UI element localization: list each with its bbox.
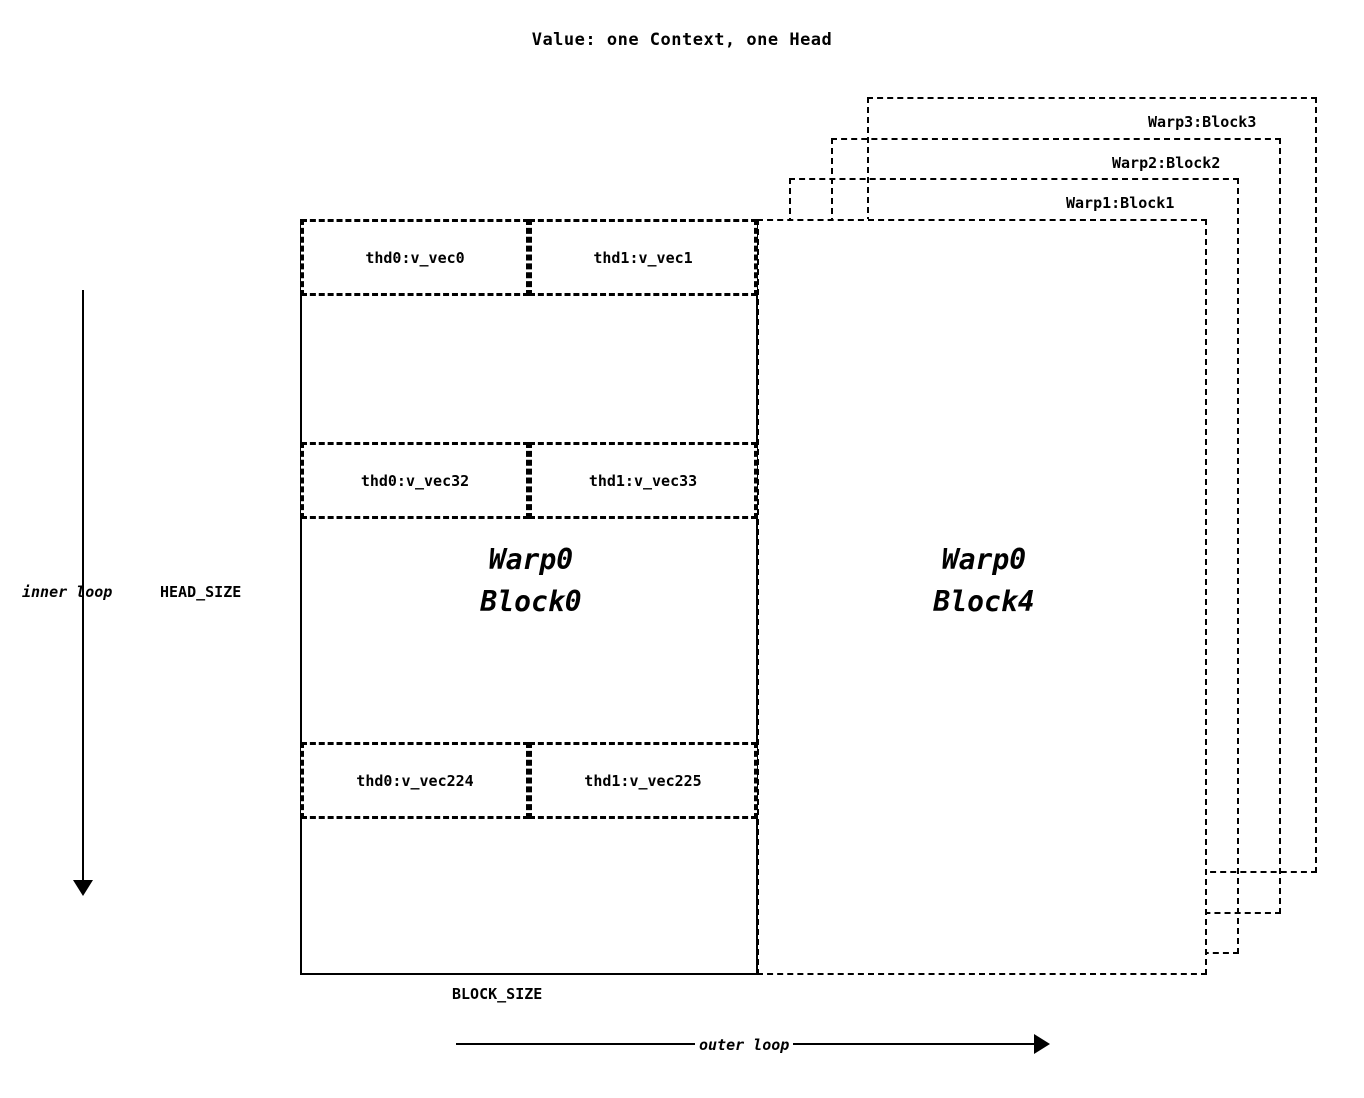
thread-cell: thd1:v_vec33 <box>529 442 757 519</box>
block4-warp-label <box>759 539 1209 623</box>
back-block-2-label: Warp2:Block2 <box>1112 154 1221 172</box>
thread-cell: thd1:v_vec225 <box>529 742 757 819</box>
inner-loop-label: inner loop <box>22 583 113 601</box>
block4-warp-text: Warp0 <box>941 543 1027 576</box>
outer-loop-arrow-head <box>1034 1034 1050 1054</box>
block4-block-text: Block4 <box>933 585 1035 618</box>
block0-warp-label <box>302 539 760 623</box>
block0-rect <box>300 219 758 975</box>
block4-rect <box>757 219 1207 975</box>
diagram-title: Value: one Context, one Head <box>531 30 833 50</box>
thread-cell: thd0:v_vec224 <box>301 742 529 819</box>
block-size-label: BLOCK_SIZE <box>452 985 543 1003</box>
back-block-1-label: Warp1:Block1 <box>1066 194 1175 212</box>
back-block-3-label: Warp3:Block3 <box>1148 113 1257 131</box>
block0-block-text: Block0 <box>480 585 582 618</box>
head-size-label: HEAD_SIZE <box>160 583 242 601</box>
thread-cell: thd0:v_vec32 <box>301 442 529 519</box>
outer-loop-label: outer loop <box>695 1036 793 1054</box>
thread-cell: thd1:v_vec1 <box>529 219 757 296</box>
thread-cell: thd0:v_vec0 <box>301 219 529 296</box>
inner-loop-arrow-head <box>73 880 93 896</box>
block0-warp-text: Warp0 <box>488 543 574 576</box>
